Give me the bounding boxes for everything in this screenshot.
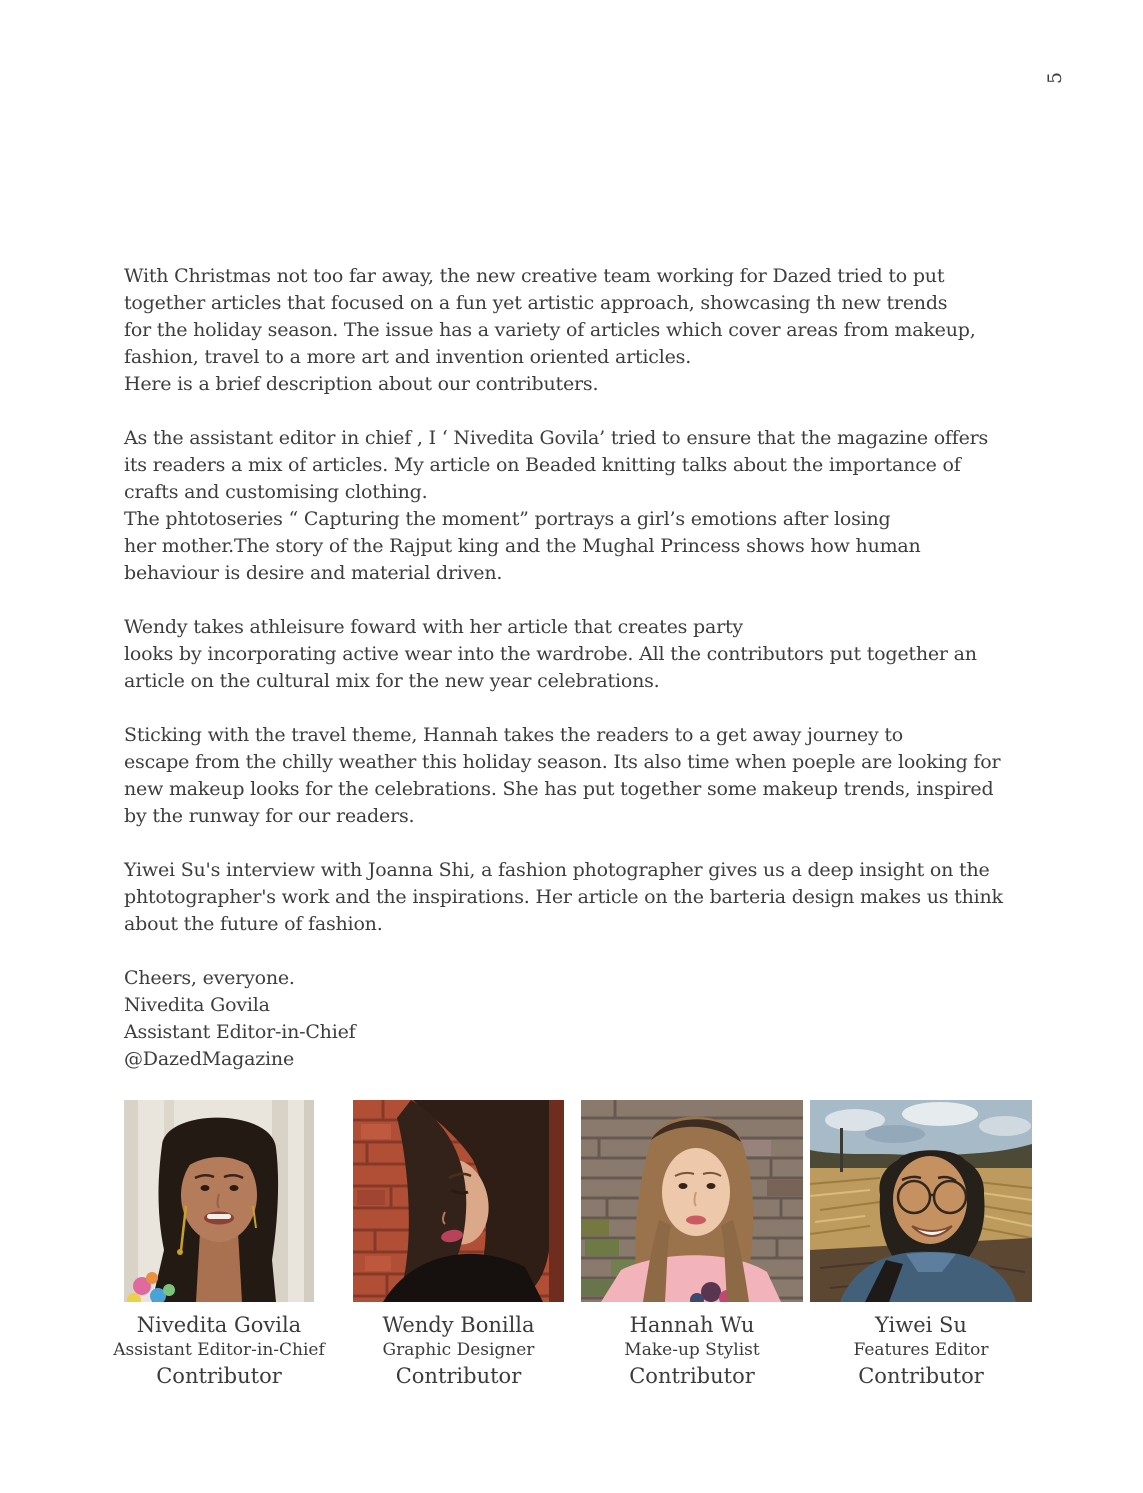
contributor-tag: Contributor	[395, 1364, 522, 1388]
contributor-tag: Contributor	[156, 1364, 282, 1388]
contributor-card	[353, 1100, 564, 1390]
editor-letter	[124, 263, 1054, 1100]
letter-paragraph: Wendy takes athleisure foward with her article that creates party looks by incorporating active wear into the wardrobe. All the contributors put together an article on the cultural mix for the new year celebrations.	[124, 616, 977, 692]
contributor-photo	[810, 1100, 1032, 1302]
page-number: 5	[1044, 71, 1066, 85]
contributor-role: Graphic Designer	[382, 1340, 535, 1360]
contributor-role: Features Editor	[853, 1340, 989, 1360]
contributor-name: Wendy Bonilla	[382, 1313, 535, 1337]
contributor-name: Yiwei Su	[875, 1313, 967, 1337]
contributor-name: Hannah Wu	[629, 1313, 755, 1337]
contributor-role: Make-up Stylist	[624, 1340, 760, 1360]
contributor-caption	[113, 1311, 325, 1390]
contributor-card	[581, 1100, 803, 1390]
letter-paragraph: Sticking with the travel theme, Hannah takes the readers to a get away journey to escape from the chilly weather this holiday season. Its also time when poeple are looking for new makeup looks for the celebrations. She has put together some makeup trends, inspired by the runway for our readers.	[124, 724, 1001, 827]
contributor-caption	[382, 1311, 534, 1390]
letter-paragraph: Yiwei Su's interview with Joanna Shi, a fashion photographer gives us a deep insight on the phtotographer's work and the inspirations. Her article on the barteria design makes us think about the future of fashion.	[124, 859, 1003, 935]
contributor-card	[810, 1100, 1032, 1390]
contributor-caption	[853, 1311, 988, 1390]
contributor-card	[113, 1100, 325, 1390]
contributor-tag: Contributor	[858, 1364, 984, 1388]
letter-paragraph: As the assistant editor in chief , I ‘ Nivedita Govila’ tried to ensure that the magazine offers its readers a mix of articles. My article on Beaded knitting talks about the importance of crafts and customising clothing. The phtotoseries “ Capturing the moment” portrays a girl’s emotions after losing her mother.The story of the Rajput king and the Mughal Princess shows how human behaviour is desire and material driven.	[124, 427, 989, 584]
contributor-caption	[624, 1311, 759, 1390]
letter-signature: Cheers, everyone. Nivedita Govila Assistant Editor-in-Chief @DazedMagazine	[124, 967, 356, 1070]
contributor-name: Nivedita Govila	[136, 1313, 302, 1337]
contributor-photo	[581, 1100, 803, 1302]
contributor-photo	[353, 1100, 564, 1302]
contributor-role: Assistant Editor-in-Chief	[113, 1340, 325, 1360]
contributor-tag: Contributor	[629, 1364, 755, 1388]
contributor-photo	[124, 1100, 314, 1302]
contributors-row	[113, 1100, 1032, 1390]
letter-paragraph: With Christmas not too far away, the new creative team working for Dazed tried to put together articles that focused on a fun yet artistic approach, showcasing th new trends for the holiday season. The issue has a variety of articles which cover areas from makeup, fashion, travel to a more art and invention oriented articles. Here is a brief description about our contributers.	[124, 265, 976, 395]
